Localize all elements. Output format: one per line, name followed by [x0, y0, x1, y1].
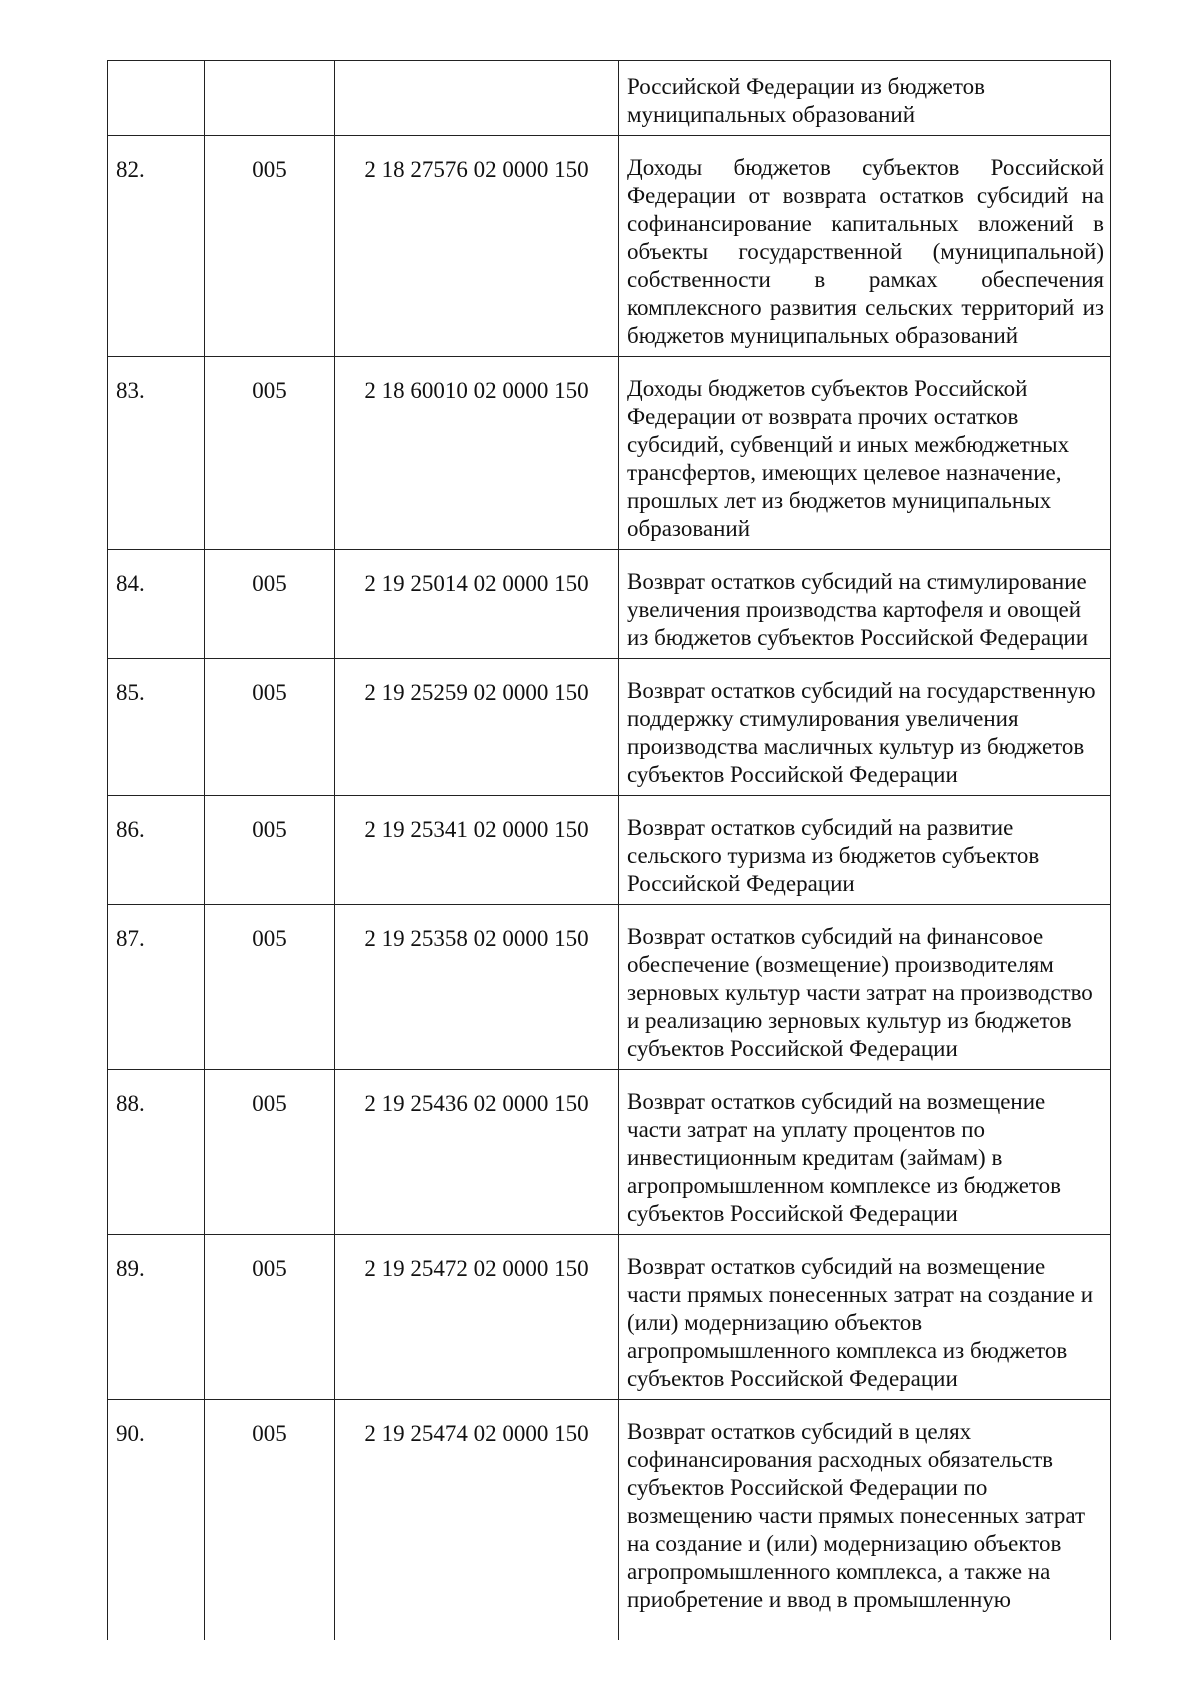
- revenue-name: Возврат остатков субсидий на стимулирование увеличения производства картофеля и овощей из бюджетов субъектов Российской Федерации: [619, 550, 1111, 659]
- admin-code: 005: [205, 550, 335, 659]
- revenue-name: Возврат остатков субсидий на финансовое обеспечение (возмещение) производителям зерновых культур части затрат на производство и реализацию зерновых культур из бюджетов субъектов Российской Федерации: [619, 905, 1111, 1070]
- row-number: 87.: [108, 905, 205, 1070]
- revenue-name: Возврат остатков субсидий на государственную поддержку стимулирования увеличения производства масличных культур из бюджетов субъектов Российской Федерации: [619, 659, 1111, 796]
- row-number: 83.: [108, 357, 205, 550]
- table-row: [108, 796, 1111, 905]
- admin-code: 005: [205, 136, 335, 357]
- admin-code: 005: [205, 1070, 335, 1235]
- table-row: [108, 357, 1111, 550]
- row-number: 84.: [108, 550, 205, 659]
- table-row: [108, 1235, 1111, 1400]
- table-row: [108, 61, 1111, 136]
- admin-code: 005: [205, 1400, 335, 1640]
- row-number: 86.: [108, 796, 205, 905]
- revenue-name: Возврат остатков субсидий в целях софинансирования расходных обязательств субъектов Российской Федерации по возмещению части прямых понесенных затрат на создание и (или) модернизацию объектов агропромышленного комплекса, а также на приобретение и ввод в промышленную: [619, 1400, 1111, 1640]
- budget-classification-code: 2 19 25358 02 0000 150: [335, 905, 619, 1070]
- budget-classification-code: 2 19 25259 02 0000 150: [335, 659, 619, 796]
- table-row: [108, 550, 1111, 659]
- admin-code: 005: [205, 1235, 335, 1400]
- budget-classification-code: 2 19 25474 02 0000 150: [335, 1400, 619, 1640]
- budget-classification-code: 2 19 25436 02 0000 150: [335, 1070, 619, 1235]
- revenue-name: Доходы бюджетов субъектов Российской Федерации от возврата остатков субсидий на софинансирование капитальных вложений в объекты государственной (муниципальной) собственности в рамках обеспечения комплексного развития сельских территорий из бюджетов муниципальных образований: [619, 136, 1111, 357]
- table-row: [108, 136, 1111, 357]
- table-row: [108, 1070, 1111, 1235]
- row-number: 82.: [108, 136, 205, 357]
- table-row: [108, 1400, 1111, 1640]
- budget-classification-code: 2 18 27576 02 0000 150: [335, 136, 619, 357]
- row-number: 88.: [108, 1070, 205, 1235]
- revenue-name: Российской Федерации из бюджетов муниципальных образований: [619, 61, 1111, 136]
- row-number: [108, 61, 205, 136]
- admin-code: 005: [205, 905, 335, 1070]
- revenue-name: Доходы бюджетов субъектов Российской Федерации от возврата прочих остатков субсидий, субвенций и иных межбюджетных трансфертов, имеющих целевое назначение, прошлых лет из бюджетов муниципальных образований: [619, 357, 1111, 550]
- budget-code-table: [107, 60, 1111, 1640]
- budget-classification-code: 2 19 25014 02 0000 150: [335, 550, 619, 659]
- row-number: 85.: [108, 659, 205, 796]
- admin-code: 005: [205, 659, 335, 796]
- revenue-name: Возврат остатков субсидий на возмещение части затрат на уплату процентов по инвестиционным кредитам (займам) в агропромышленном комплексе из бюджетов субъектов Российской Федерации: [619, 1070, 1111, 1235]
- table-row: [108, 905, 1111, 1070]
- admin-code: [205, 61, 335, 136]
- table-row: [108, 659, 1111, 796]
- budget-classification-code: [335, 61, 619, 136]
- admin-code: 005: [205, 357, 335, 550]
- budget-classification-code: 2 18 60010 02 0000 150: [335, 357, 619, 550]
- row-number: 90.: [108, 1400, 205, 1640]
- revenue-name: Возврат остатков субсидий на возмещение части прямых понесенных затрат на создание и (или) модернизацию объектов агропромышленного комплекса из бюджетов субъектов Российской Федерации: [619, 1235, 1111, 1400]
- revenue-name: Возврат остатков субсидий на развитие сельского туризма из бюджетов субъектов Российской Федерации: [619, 796, 1111, 905]
- budget-classification-code: 2 19 25472 02 0000 150: [335, 1235, 619, 1400]
- budget-classification-code: 2 19 25341 02 0000 150: [335, 796, 619, 905]
- admin-code: 005: [205, 796, 335, 905]
- row-number: 89.: [108, 1235, 205, 1400]
